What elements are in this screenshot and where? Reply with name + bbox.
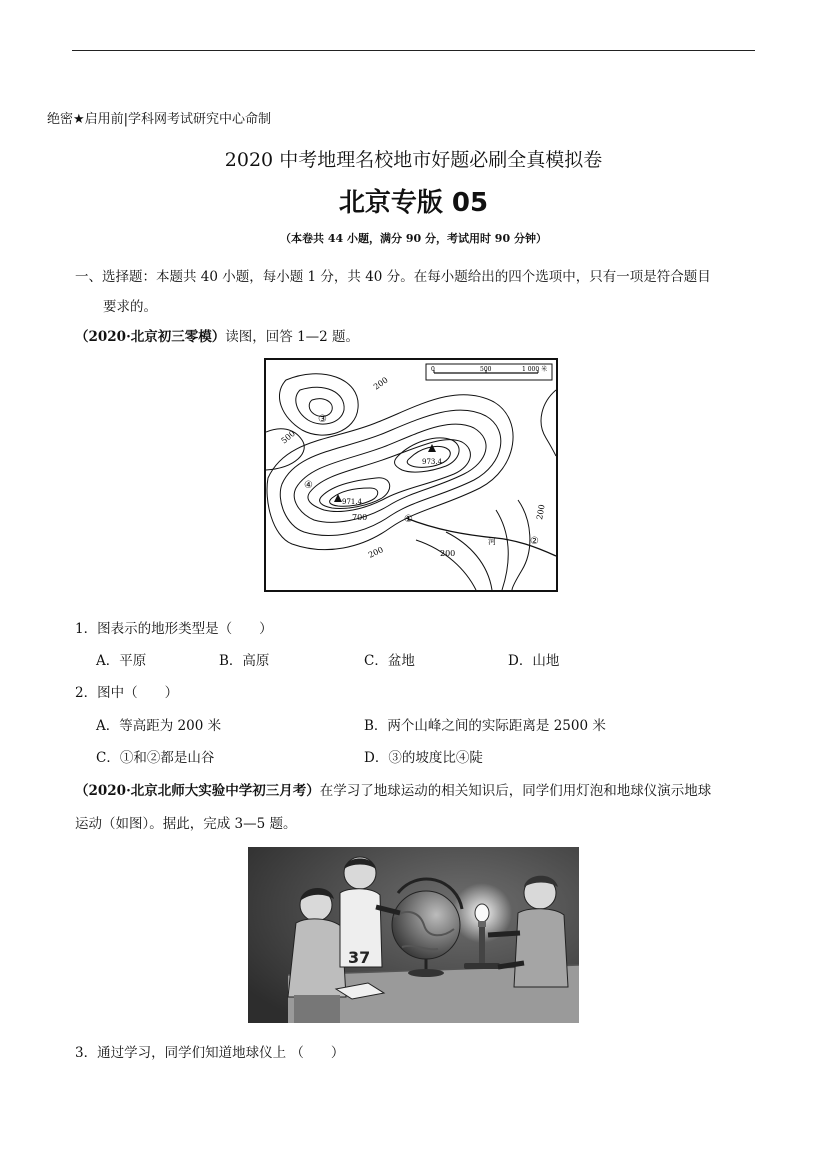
contour-line — [496, 510, 508, 590]
scale-label-1000: 1 000 米 — [522, 366, 548, 373]
q1-option-b[interactable]: B．高原 — [219, 653, 270, 669]
question-2-stem: 2．图中（ ） — [75, 685, 179, 701]
contour-line — [279, 374, 358, 435]
marker-1: ① — [404, 514, 413, 525]
contour-label: 200 — [535, 503, 547, 521]
exam-subtitle: （本卷共 44 小题，满分 90 分，考试用时 90 分钟） — [280, 232, 547, 245]
group2-text-line2: 运动（如图）。据此，完成 3—5 题。 — [75, 816, 297, 832]
group1-intro — [75, 325, 359, 345]
edition-title: 北京专版 05 — [338, 188, 489, 218]
contour-label: 500 — [279, 428, 297, 446]
q1-option-c[interactable]: C．盆地 — [364, 653, 415, 669]
group2-source: （2020·北京北师大实验中学初三月考） — [75, 783, 320, 799]
contour-label: 200 — [371, 375, 390, 392]
contour-line — [280, 410, 501, 535]
globe-demo-svg — [248, 847, 579, 1023]
marker-3: ③ — [318, 414, 327, 425]
question-1-stem: 1．图表示的地形类型是（ ） — [75, 621, 273, 637]
group2-intro-line1 — [75, 779, 711, 799]
girl-skirt — [294, 995, 340, 1023]
peak-elevation-1: 973.4 — [422, 458, 443, 466]
scale-label-500: 500 — [480, 366, 492, 373]
globe-base — [408, 969, 444, 977]
lamp-stand — [479, 927, 485, 963]
contour-line — [267, 395, 513, 550]
contour-line — [541, 390, 556, 456]
contour-label: 200 — [440, 549, 456, 558]
confidential-label: 绝密★启用前|学科网考试研究中心命制 — [47, 112, 272, 127]
section-heading — [75, 262, 755, 322]
q1-option-a[interactable]: A．平原 — [96, 653, 147, 669]
group2-text-line1: 在学习了地球运动的相关知识后，同学们用灯泡和地球仪演示地球 — [319, 783, 712, 799]
contour-line — [416, 540, 476, 590]
peak-marker-icon — [428, 444, 436, 452]
contour-line — [308, 440, 470, 512]
contour-map — [264, 358, 558, 592]
river-label: 河 — [488, 537, 496, 546]
section-heading-line1: 一、选择题：本题共 40 小题，每小题 1 分，共 40 分。在每小题给出的四个选项中，只有一项是符合题目 — [75, 269, 711, 285]
contour-label: 700 — [352, 513, 368, 522]
contour-label: 200 — [367, 545, 385, 560]
q2-option-d[interactable]: D．③的坡度比④陡 — [364, 750, 483, 766]
group1-instruction: 读图，回答 1—2 题。 — [225, 329, 360, 345]
globe-demo-photo — [248, 847, 579, 1023]
marker-2: ② — [530, 536, 539, 547]
question-3-stem: 3．通过学习，同学们知道地球仪上 （ ） — [75, 1045, 345, 1061]
peak-elevation-2: 971.4 — [342, 498, 363, 506]
section-heading-line2: 要求的。 — [103, 299, 157, 315]
scale-label-0: 0 — [431, 366, 435, 373]
contour-map-svg — [266, 360, 556, 590]
q2-option-a[interactable]: A．等高距为 200 米 — [96, 718, 222, 734]
q2-option-b[interactable]: B．两个山峰之间的实际距离是 2500 米 — [364, 718, 606, 734]
girl-body — [288, 919, 346, 997]
group1-source: （2020·北京初三零模） — [75, 329, 226, 345]
boy2-body — [514, 909, 568, 987]
exam-title: 2020 中考地理名校地市好题必刷全真模拟卷 — [224, 149, 603, 171]
lamp-base — [464, 963, 500, 969]
marker-4: ④ — [304, 480, 313, 491]
shirt-number: 37 — [348, 948, 371, 967]
header-rule — [72, 50, 755, 51]
q2-option-c[interactable]: C．①和②都是山谷 — [96, 750, 215, 766]
light-bulb-icon — [475, 904, 489, 922]
q1-option-d[interactable]: D．山地 — [508, 653, 560, 669]
